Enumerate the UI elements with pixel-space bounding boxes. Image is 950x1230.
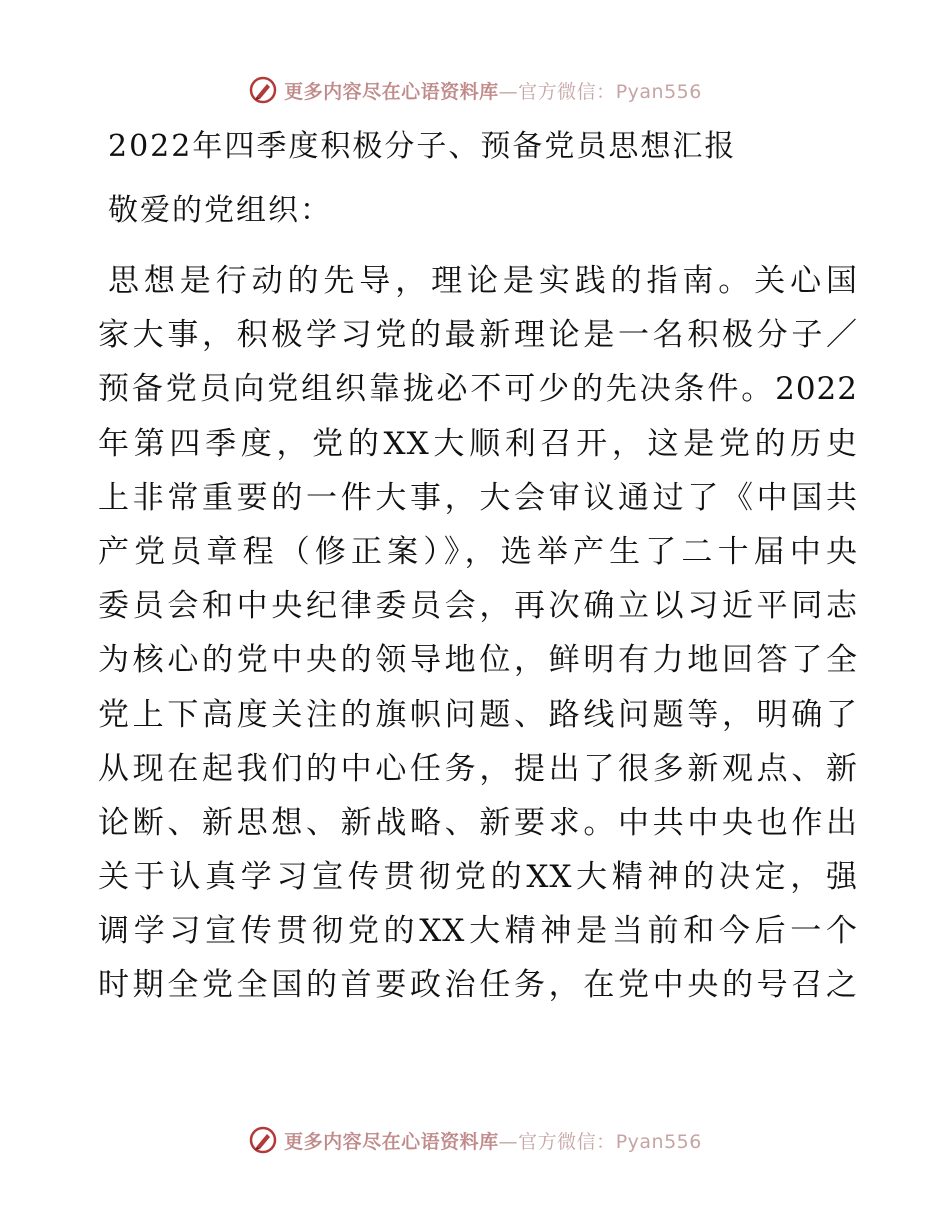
document-page: [98, 120, 858, 1013]
body-line: 家大事，积极学习党的最新理论是一名积极分子／: [98, 317, 858, 354]
body-line: 关于认真学习宣传贯彻党的XX大精神的决定，强: [98, 859, 858, 896]
body-line: 调学习宣传贯彻党的XX大精神是当前和今后一个: [98, 913, 858, 950]
body-line: 预备党员向党组织靠拢必不可少的先决条件。2022: [98, 371, 858, 408]
body-line: 为核心的党中央的领导地位，鲜明有力地回答了全: [98, 642, 858, 679]
body-line: 年第四季度，党的XX大顺利召开，这是党的历史: [98, 425, 858, 462]
body-line: 委员会和中央纪律委员会，再次确立以习近平同志: [98, 588, 858, 625]
document-title: 2022年四季度积极分子、预备党员思想汇报: [108, 129, 737, 164]
body-line: 上非常重要的一件大事，大会审议通过了《中国共: [98, 479, 858, 516]
body-line: 论断、新思想、新战略、新要求。中共中央也作出: [98, 804, 858, 841]
body-paragraph: [98, 254, 858, 1013]
body-line: 从现在起我们的中心任务，提出了很多新观点、新: [98, 750, 858, 787]
watermark-banner-top: [0, 72, 950, 108]
body-line: 思想是行动的先导，理论是实践的指南。关心国: [108, 263, 858, 299]
body-line: 党上下高度关注的旗帜问题、路线问题等，明确了: [98, 696, 858, 733]
watermark-text: 更多内容尽在心语资料库—官方微信：Pyan556: [284, 80, 702, 103]
pen-logo-icon: [248, 75, 278, 105]
watermark-banner-bottom: [0, 1122, 950, 1158]
salutation: 敬爱的党组织：: [108, 193, 332, 228]
watermark-text: 更多内容尽在心语资料库—官方微信：Pyan556: [284, 1130, 702, 1153]
body-line: 时期全党全国的首要政治任务，在党中央的号召之: [98, 967, 858, 1004]
pen-logo-icon: [248, 1125, 278, 1155]
body-line: 产党员章程（修正案）》，选举产生了二十届中央: [98, 533, 858, 570]
